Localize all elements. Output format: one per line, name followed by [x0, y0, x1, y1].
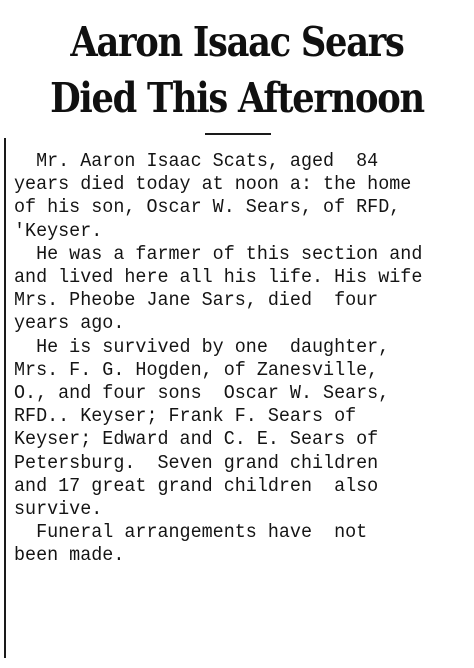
paragraph-survivors [14, 336, 460, 522]
headline-divider [205, 133, 271, 135]
paragraph-death-notice [14, 150, 460, 243]
text-line: and lived here all his life. His wife [14, 266, 423, 289]
text-line: He was a farmer of this section and [14, 242, 423, 265]
paragraph-funeral [14, 521, 460, 567]
text-line: Funeral arrangements have not [14, 521, 368, 544]
text-line: Keyser; Edward and C. E. Sears of [14, 428, 379, 451]
text-line: 'Keyser. [14, 219, 103, 242]
text-line: He is survived by one daughter, [14, 335, 390, 358]
text-line: RFD.. Keyser; Frank F. Sears of [14, 405, 357, 428]
text-line: Mr. Aaron Isaac Scats, aged 84 [14, 150, 379, 172]
text-line: Petersburg. Seven grand children [14, 451, 379, 474]
text-line: been made. [14, 544, 125, 567]
text-line: Mrs. Pheobe Jane Sars, died four [14, 289, 379, 312]
headline [33, 14, 441, 126]
column-rule [4, 138, 6, 658]
paragraph-occupation [14, 243, 460, 336]
headline-line-2: Died This Afternoon [50, 74, 424, 122]
text-line: survive. [14, 498, 103, 521]
headline-line-1: Aaron Isaac Sears [70, 18, 404, 66]
text-line: of his son, Oscar W. Sears, of RFD, [14, 196, 401, 219]
text-line: Mrs. F. G. Hogden, of Zanesville, [14, 358, 379, 381]
text-line: years died today at noon a: the home [14, 173, 412, 196]
text-line: O., and four sons Oscar W. Sears, [14, 382, 390, 405]
text-line: and 17 great grand children also [14, 474, 379, 497]
text-line: years ago. [14, 312, 125, 335]
article-body [14, 150, 460, 568]
